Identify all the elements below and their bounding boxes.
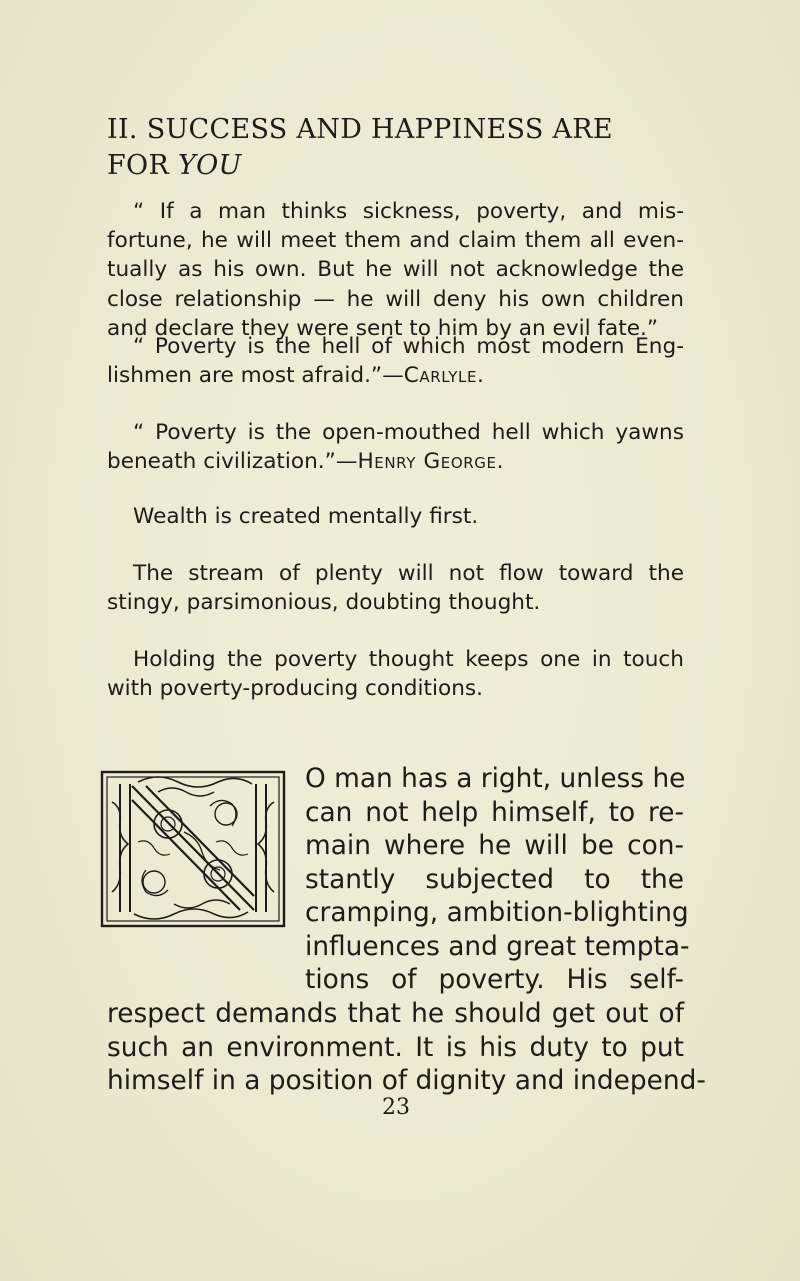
quote-author: Henry George. bbox=[357, 449, 505, 475]
text-line: Wealth is created mentally first. bbox=[133, 504, 479, 529]
body-text-full-width bbox=[107, 997, 706, 1098]
text-line: main where he will be con- bbox=[305, 830, 684, 861]
text-line: such an environment. It is his duty to put bbox=[107, 1031, 684, 1063]
text-line: respect demands that he should get out of bbox=[107, 998, 684, 1029]
text-line: Holding the poverty thought keeps one in touch bbox=[133, 647, 684, 672]
text-line: cramping, ambition-blighting bbox=[305, 897, 689, 928]
paragraph-wealth bbox=[107, 502, 684, 531]
text-line: tions of poverty. His self- bbox=[305, 964, 684, 995]
text-line: “ Poverty is the open-mouthed hell which yawns bbox=[133, 420, 684, 445]
quote-text: lishmen are most afraid.”— bbox=[107, 363, 404, 389]
text-line: fortune, he will meet them and claim them all even- bbox=[107, 228, 684, 254]
text-line: influences and great tempta- bbox=[305, 930, 690, 962]
chapter-heading-line-1: II. SUCCESS AND HAPPINESS ARE bbox=[107, 114, 613, 145]
text-line: stantly subjected to the bbox=[305, 863, 684, 895]
text-line: stingy, parsimonious, doubting thought. bbox=[107, 590, 541, 616]
text-line: can not help himself, to re- bbox=[305, 796, 684, 828]
text-line bbox=[107, 361, 684, 390]
page-number: 23 bbox=[382, 1095, 410, 1120]
quote-paragraph-carlyle bbox=[107, 332, 684, 390]
paragraph-stream-of-plenty bbox=[107, 559, 684, 617]
ornamental-drop-cap-n bbox=[98, 762, 288, 932]
text-line: O man has a right, unless he bbox=[305, 763, 686, 794]
paragraph-poverty-thought bbox=[107, 645, 684, 703]
text-line: close relationship — he will deny his own children bbox=[107, 286, 684, 312]
chapter-heading bbox=[107, 112, 707, 184]
body-text-wrapped bbox=[305, 762, 690, 997]
quote-author: Carlyle. bbox=[403, 363, 485, 389]
text-line: with poverty-producing conditions. bbox=[107, 676, 483, 702]
text-line: “ Poverty is the hell of which most modern Eng- bbox=[133, 334, 684, 359]
chapter-heading-line-2 bbox=[107, 148, 707, 184]
text-line: “ If a man thinks sickness, poverty, and mis- bbox=[133, 199, 684, 224]
text-line: and declare they were sent to him by an evil fate.” bbox=[107, 315, 659, 341]
text-line: The stream of plenty will not flow toward the bbox=[133, 561, 684, 586]
text-line: himself in a position of dignity and independ- bbox=[107, 1065, 706, 1096]
quote-paragraph-1 bbox=[107, 197, 684, 343]
quote-text: beneath civilization.”— bbox=[107, 449, 358, 475]
chapter-heading-prefix: FOR bbox=[107, 150, 178, 181]
chapter-heading-italic: YOU bbox=[177, 150, 242, 181]
text-line: tually as his own. But he will not acknowledge the bbox=[107, 257, 684, 283]
text-line bbox=[107, 447, 684, 476]
quote-paragraph-henry-george bbox=[107, 418, 684, 476]
